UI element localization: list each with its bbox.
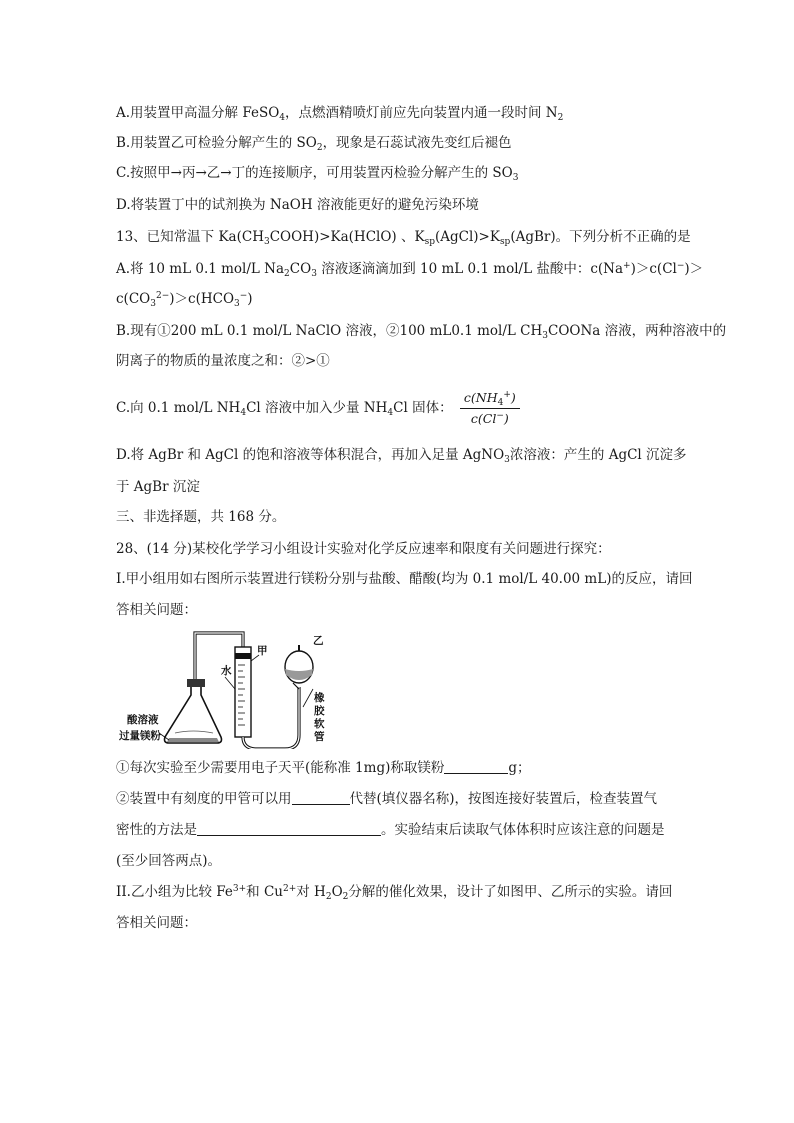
q13-option-c: C.向 0.1 mol/L $NH_4Cl$ 溶液中加入少量 $NH_4Cl$ 固体： $\frac{c(NH_4^+)}{c(Cl^-)}$ [116,389,520,428]
q13-option-a-line2: $c(CO_3^{2-})>c(HCO_3^-)$ [116,291,253,309]
q12-option-b: B.用装置乙可检验分解产生的 $SO_2$，现象是石蕊试液先变红后褪色 [116,135,512,153]
q12-option-d: D.将装置丁中的试剂换为 NaOH 溶液能更好的避免污染环境 [116,197,479,213]
fraction-denominator: c(Cl−) [470,411,509,426]
answer-blank-1[interactable] [444,759,508,774]
label-yi: 乙 [313,635,324,647]
label-rubber-tube-4: 管 [314,731,325,743]
section-heading: 三、非选择题，共 168 分。 [116,509,286,525]
q12-option-a: A.用装置甲高温分解 FeSO$_4$，点燃酒精喷灯前应先向装置内通一段时间 $N_2$ [116,105,564,123]
magnesium-powder [167,738,219,742]
q28-stem: 28、(14 分)某校化学学习小组设计实验对化学反应速率和限度有关问题进行探究： [116,541,611,557]
fraction-numerator: $c(NH_4^+)$ [460,389,520,409]
label-acid-solution: 酸溶液 [127,714,159,726]
label-rubber-tube-1: 橡 [314,692,325,704]
concentration-ratio-fraction [460,389,520,428]
label-jia: 甲 [257,645,268,657]
q28-subquestion-1: ①每次实验至少需要用电子天平(能称准 1mg)称取镁粉 g； [116,760,531,776]
q28-subquestion-2-line2: 密性的方法是 。实验结束后读取气体体积时应该注意的问题是 [116,822,665,838]
q28-part2-line2: 答相关问题： [116,915,197,931]
q13-stem: 13、已知常温下 $Ka(CH_3COOH)>Ka(HClO)$ 、$K_{sp}(AgCl)>K_{sp}(AgBr)$。下列分析不正确的是 [116,229,691,247]
q28-subquestion-2-line1: ②装置中有刻度的甲管可以用 代替(填仪器名称)，按图连接好装置后，检查装置气 [116,791,658,807]
q12-option-c: C.按照甲→丙→乙→丁的连接顺序，可用装置丙检验分解产生的 $SO_3$ [116,165,519,183]
q13-option-b-line1: B.现有①200 mL 0.1 mol/L NaClO 溶液，②100 mL0.1 mol/L $CH_3COONa$ 溶液，两种溶液中的 [116,323,727,341]
q13-option-d-line1: D.将 AgBr 和 AgCl 的饱和溶液等体积混合，再加入足量 AgNO$_3$浓溶液：产生的 AgCl 沉淀多 [116,447,687,465]
q13-option-a-line1: A.将 10 mL 0.1 mol/L $Na_2CO_3$ 溶液逐滴滴加到 10 mL 0.1 mol/L 盐酸中：c(Na+)＞c(Cl−)＞ [116,261,704,279]
q28-part2-line1: II.乙小组为比较 $Fe^{3+}$和 $Cu^{2+}$对 $H_2O_2$分解的催化效果，设计了如图甲、乙所示的实验。请回 [116,884,673,902]
answer-blank-2[interactable] [292,790,350,805]
label-water: 水 [221,665,232,677]
q13-option-d-line2: 于 AgBr 沉淀 [116,479,200,495]
q13-option-b-line2: 阴离子的物质的量浓度之和：②>① [116,353,330,369]
q28-part1-line2: 答相关问题： [116,602,197,618]
answer-blank-3[interactable] [197,821,381,836]
measuring-tube-jia [235,647,251,737]
q28-part1-line1: I.甲小组用如右图所示装置进行镁粉分别与盐酸、醋酸(均为 0.1 mol/L 40.00 mL)的反应，请回 [116,571,693,587]
label-excess-magnesium: 过量镁粉 [119,730,161,742]
apparatus-figure [117,625,331,749]
flask-stopper [187,679,205,687]
label-rubber-tube-2: 胶 [314,705,325,717]
q28-subquestion-2-line3: (至少回答两点)。 [116,853,222,869]
conical-flask [165,683,222,743]
label-rubber-tube-3: 软 [314,718,325,730]
